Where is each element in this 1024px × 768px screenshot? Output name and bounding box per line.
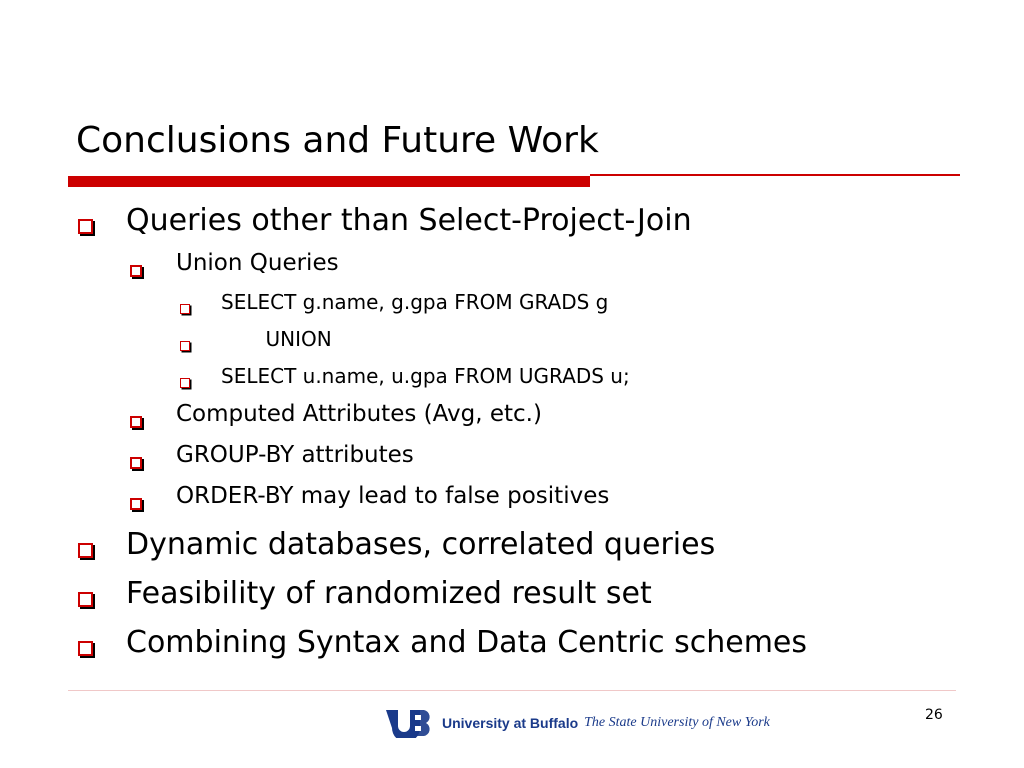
checkbox-bullet-icon xyxy=(130,416,142,428)
checkbox-bullet-icon xyxy=(130,265,142,277)
bullet-text: UNION xyxy=(221,327,332,351)
slide-title: Conclusions and Future Work xyxy=(76,120,599,161)
bullet-text: Computed Attributes (Avg, etc.) xyxy=(176,401,542,427)
bullet-text: ORDER-BY may lead to false positives xyxy=(176,483,610,509)
bullet-text: SELECT g.name, g.gpa FROM GRADS g xyxy=(221,290,609,314)
checkbox-bullet-icon xyxy=(78,592,93,607)
checkbox-bullet-icon xyxy=(180,341,190,351)
checkbox-bullet-icon xyxy=(78,641,93,656)
page-number: 26 xyxy=(925,707,943,723)
bullet-text: Union Queries xyxy=(176,250,339,276)
checkbox-bullet-icon xyxy=(180,304,190,314)
checkbox-bullet-icon xyxy=(78,219,93,234)
bullet-text: Feasibility of randomized result set xyxy=(126,576,652,611)
checkbox-bullet-icon xyxy=(180,378,190,388)
footer-divider xyxy=(68,690,956,691)
bullet-text: SELECT u.name, u.gpa FROM UGRADS u; xyxy=(221,364,630,388)
checkbox-bullet-icon xyxy=(78,543,93,558)
university-logo xyxy=(384,706,770,740)
checkbox-bullet-icon xyxy=(130,498,142,510)
bullet-text: Combining Syntax and Data Centric schemes xyxy=(126,625,808,660)
ub-logo-icon xyxy=(384,708,436,738)
university-name: University at Buffalo xyxy=(442,715,579,731)
bullet-text: GROUP-BY attributes xyxy=(176,442,414,468)
checkbox-bullet-icon xyxy=(130,457,142,469)
bullet-text: Dynamic databases, correlated queries xyxy=(126,527,716,562)
bullet-text: Queries other than Select-Project-Join xyxy=(126,203,692,238)
university-tagline: The State University of New York xyxy=(584,715,770,730)
